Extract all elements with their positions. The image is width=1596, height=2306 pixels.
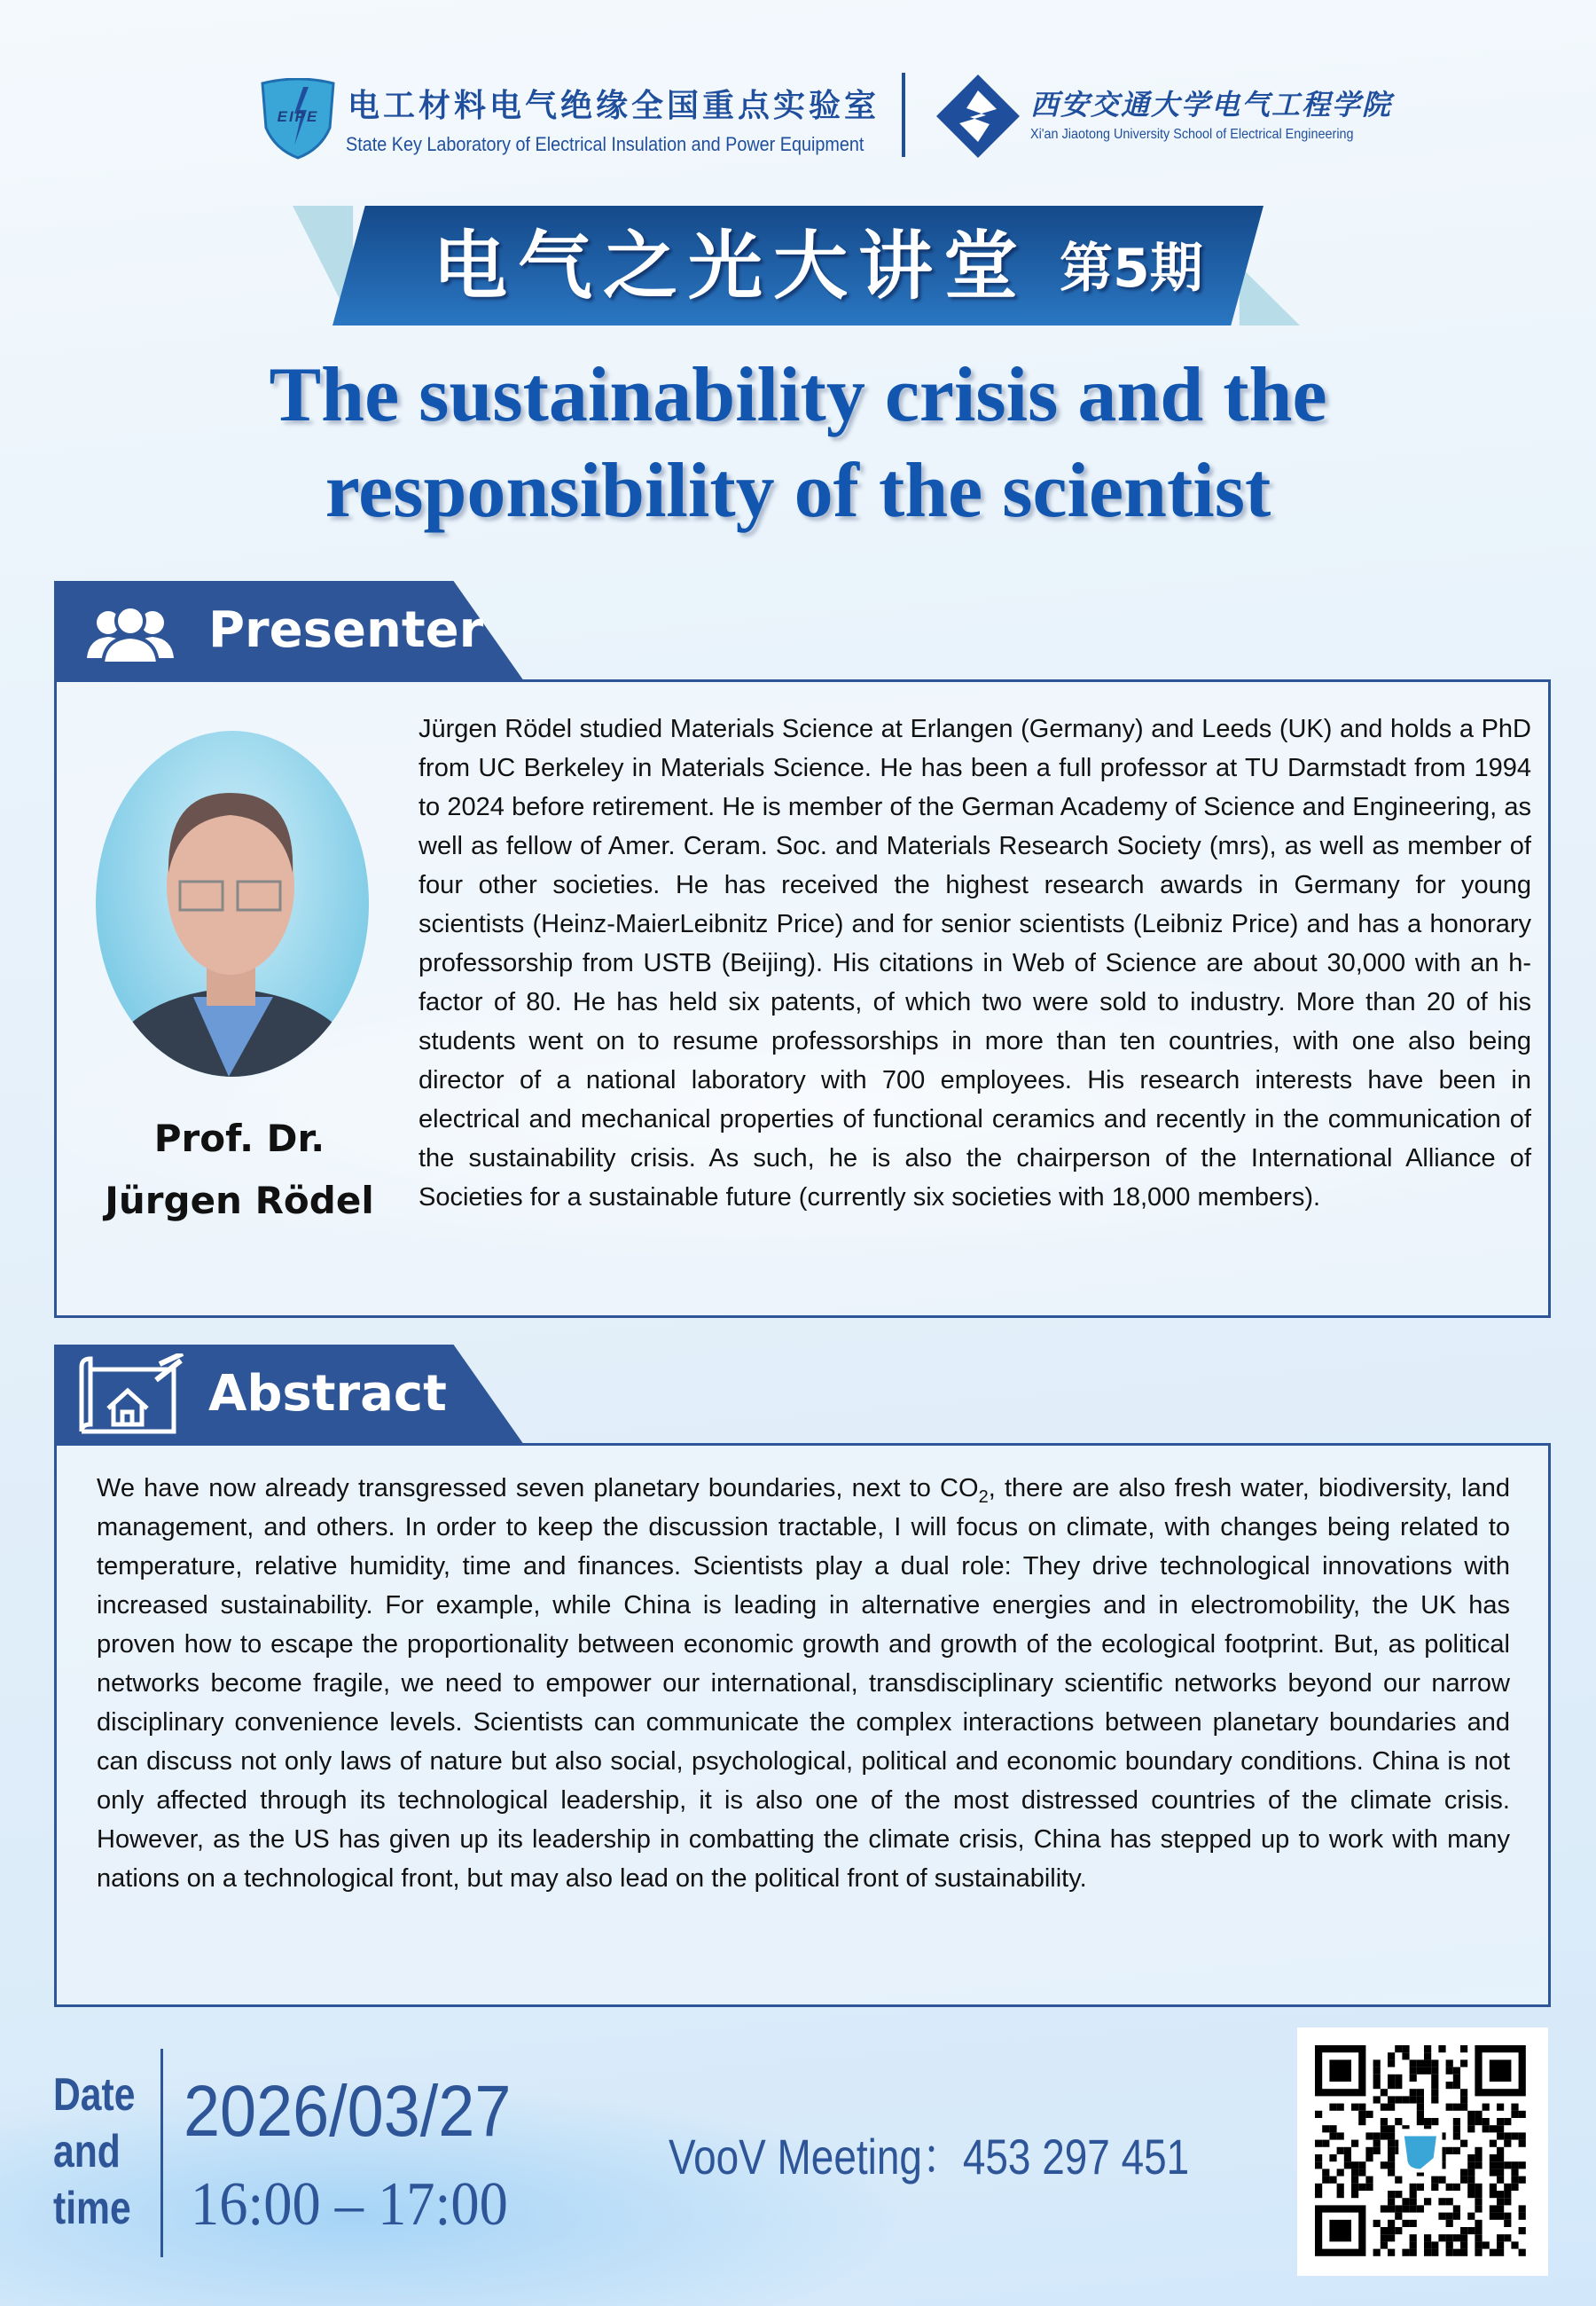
date-label-line3: time [53,2183,131,2234]
lab-name-cn: 电工材料电气绝缘全国重点实验室 [348,88,880,124]
lecture-title-line2: responsibility of the scientist [325,448,1271,534]
date-label-line1: Date [53,2069,136,2121]
abstract-section-label: Abstract [208,1365,447,1423]
lab-logo-text: EIPE [277,108,319,125]
blueprint-house-icon [74,1353,190,1438]
event-date: 2026/03/27 [184,2071,512,2152]
event-time: 16:00 – 17:00 [191,2170,508,2239]
header-divider [902,73,905,157]
meeting-info: VooV Meeting：453 297 451 [669,2129,1190,2184]
school-name-cn: 西安交通大学电气工程学院 [1030,88,1393,122]
users-icon [82,603,179,665]
presenter-section-label: Presenter [208,601,484,659]
banner-issue: 第5期 [1060,238,1203,300]
date-label-line2: and [53,2126,121,2177]
presenter-name: Jürgen Rödel [105,1179,374,1222]
lecture-title-line1: The sustainability crisis and the [269,352,1327,438]
abstract-text [97,1469,1510,1898]
abstract-text-part2: , there are also fresh water, biodiversity, land management, and others. In order to keep the discussion tractable, I will focus on climate, with changes being related to temperature, relative humidity, time and finances. Scientists play a dual role: They drive technological innovations with increased sustainability. For example, while China is leading in alternative energies and in electromobility, the UK has proven how to escape the proportionality between economic growth and growth of the ecological footprint. But, as political networks become fragile, we need to empower our international, transdisciplinary scientific networks beyond our narrow disciplinary convenience levels. Scientists can communicate the complex interactions between planetary boundaries and can discuss not only laws of nature but also social, psychological, political and economic boundary conditions. China is not only affected through its technological leadership, it is also one of the most distressed countries of the climate crisis. However, as the US has given up its leadership in combatting the climate crisis, China has stepped up to work with many nations on a technological front, but may also lead on the political front of sustainability. [97,1474,1510,1893]
lab-logo [259,78,337,160]
schedule-divider [160,2049,163,2257]
banner-series-title: 电气之光大讲堂 [433,223,1029,310]
presenter-bio: Jürgen Rödel studied Materials Science at Erlangen (Germany) and Leeds (UK) and holds a PhD from UC Berkeley in Materials Science. He has been a full professor at TU Darmstadt from 1994 to 2024 before retirement. He is member of the German Academy of Science and Engineering, as well as fellow of Amer. Ceram. Soc. and Materials Research Society (mrs), as well as member of four other societies. He has received the highest research awards in Germany for young scientists (Heinz-MaierLeibnitz Price) and for senior scientists (Leibniz Price) and has a honorary professorship from USTB (Beijing). His citations in Web of Science are about 30,000 with an h-factor of 80. He has held six patents, of which two were sold to industry. More than 20 of his students went on to resume professorships in more than ten countries, with one also being director of a national laboratory with 700 employees. His research interests have been in electrical and mechanical properties of functional ceramics and recently in the communication of the sustainability crisis. As such, he is also the chairperson of the International Alliance of Societies for a sustainable future (currently six societies with 18,000 members). [419,715,1531,1212]
abstract-text-part1: We have now already transgressed seven planetary boundaries, next to CO [97,1474,979,1502]
presenter-name-title: Prof. Dr. [153,1117,325,1160]
school-name-en: Xi'an Jiaotong University School of Electrical Engineering [1030,127,1354,142]
qr-code-icon [1297,2028,1548,2276]
lab-name-en: State Key Laboratory of Electrical Insulation and Power Equipment [346,133,864,155]
school-logo [935,73,1021,160]
abstract-subscript: 2 [978,1486,989,1507]
presenter-photo [96,731,369,1077]
date-time-label [53,2067,135,2237]
